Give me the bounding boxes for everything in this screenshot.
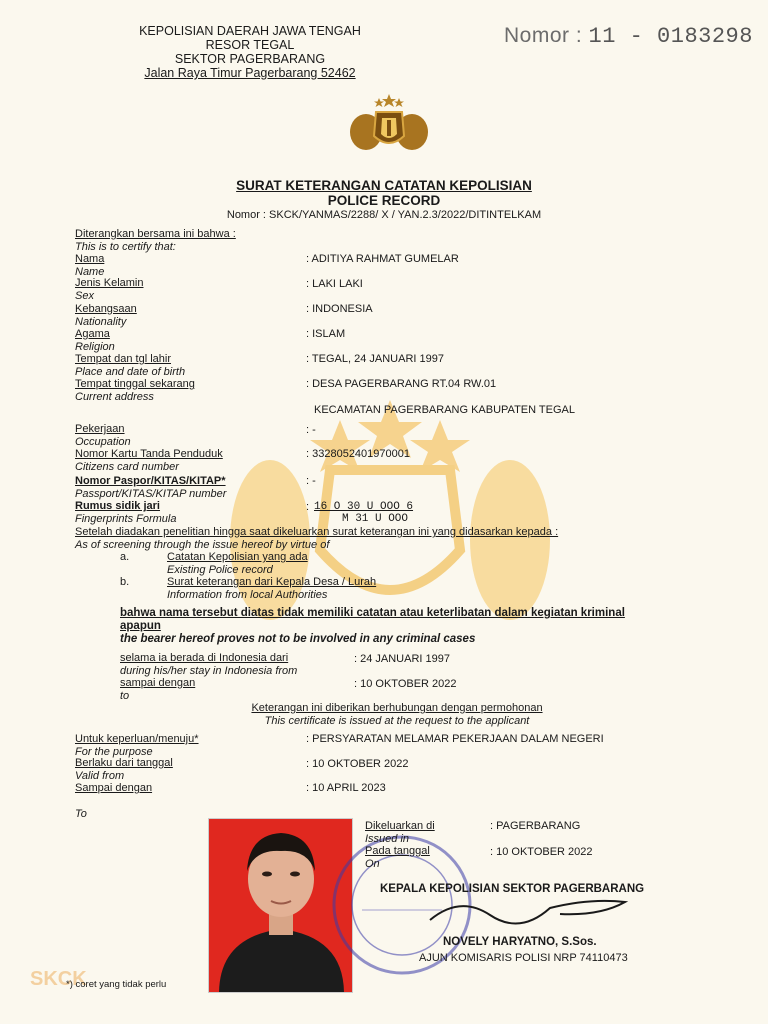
signatory-name: NOVELY HARYATNO, S.Sos.	[443, 936, 597, 948]
label-id: Pada tanggal	[365, 845, 430, 857]
field-passport-label	[75, 475, 226, 500]
screening-item-a-letter: a.	[120, 551, 130, 563]
stay-until-value: : 10 OKTOBER 2022	[354, 678, 457, 690]
footnote: *) coret yang tidak perlu	[66, 979, 167, 990]
issued-in-value: : PAGERBARANG	[490, 820, 581, 832]
label-id: Pekerjaan	[75, 423, 125, 435]
header-line-2: RESOR TEGAL	[205, 38, 295, 52]
issuing-office-header	[100, 24, 400, 80]
stay-from-value: : 24 JANUARI 1997	[354, 653, 450, 665]
field-occupation-value: : -	[306, 424, 316, 436]
item-en: Existing Police record	[167, 563, 273, 576]
label-id: Jenis Kelamin	[75, 277, 144, 289]
label-en: Valid from	[75, 769, 125, 782]
label-id: Tempat dan tgl lahir	[75, 353, 171, 365]
serial-number	[504, 24, 753, 49]
document-subtitle: POLICE RECORD	[327, 193, 441, 208]
statement-en: the bearer hereof proves not to be involved in any criminal cases	[120, 633, 476, 645]
serial-label: Nomor :	[504, 24, 583, 47]
field-address-line2: KECAMATAN PAGERBARANG KABUPATEN TEGAL	[314, 404, 576, 416]
request-id: Keterangan ini diberikan berhubungan dengan permohonan	[251, 702, 543, 714]
to-label: To	[75, 808, 87, 820]
label-id: Berlaku dari tanggal	[75, 757, 173, 769]
field-nationality-label	[75, 303, 137, 328]
signatory-rank: AJUN KOMISARIS POLISI NRP 74110473	[419, 952, 628, 964]
label-id: Sampai dengan	[75, 782, 153, 794]
screening-id: Setelah diadakan penelitian hingga saat dikeluarkan surat keterangan ini yang didasarkan kepada :	[75, 526, 559, 538]
field-name-label	[75, 253, 104, 278]
label-en: during his/her stay in Indonesia from	[120, 664, 298, 677]
field-occupation-label	[75, 423, 131, 448]
field-id-card-label	[75, 448, 223, 473]
label-en: For the purpose	[75, 745, 153, 758]
label-id: Tempat tinggal sekarang	[75, 378, 195, 390]
signature-image	[420, 890, 640, 930]
label-en: On	[365, 857, 380, 870]
field-fingerprint-colon: :	[306, 501, 310, 513]
stay-from-label	[120, 652, 297, 677]
purpose-label	[75, 733, 199, 758]
field-religion-value: : ISLAM	[306, 328, 346, 340]
fingerprint-formula-line1: 16 O 30 U OOO 6	[314, 501, 414, 513]
label-id: Agama	[75, 328, 110, 340]
fingerprint-formula-line2: M 31 U OOO	[342, 513, 409, 525]
label-en: Sex	[75, 289, 94, 302]
label-en: Passport/KITAS/KITAP number	[75, 487, 227, 500]
label-en: Current address	[75, 390, 154, 403]
valid-until-value: : 10 APRIL 2023	[306, 782, 386, 794]
screening-intro	[75, 526, 675, 551]
field-address-label	[75, 378, 195, 403]
label-en: Name	[75, 265, 105, 278]
label-en: Place and date of birth	[75, 365, 186, 378]
field-name-value: : ADITIYA RAHMAT GUMELAR	[306, 253, 459, 265]
item-en: Information from local Authorities	[167, 588, 328, 601]
field-passport-value: : -	[306, 475, 316, 487]
field-birth-value: : TEGAL, 24 JANUARI 1997	[306, 353, 444, 365]
header-line-1: KEPOLISIAN DAERAH JAWA TENGAH	[139, 24, 361, 38]
statement-line2: apapun	[120, 620, 161, 632]
item-id: Catatan Kepolisian yang ada	[167, 551, 308, 563]
certify-intro	[75, 228, 236, 253]
issued-on-value: : 10 OKTOBER 2022	[490, 846, 593, 858]
label-id: Dikeluarkan di	[365, 820, 435, 832]
certify-intro-en: This is to certify that:	[75, 240, 176, 253]
document-title: SURAT KETERANGAN CATATAN KEPOLISIAN	[236, 178, 532, 193]
label-id: Untuk keperluan/menuju*	[75, 733, 199, 745]
valid-from-label	[75, 757, 173, 782]
field-fingerprint-label	[75, 500, 176, 525]
field-id-card-value: : 3328052401970001	[306, 448, 410, 460]
request-en: This certificate is issued at the request to the applicant	[264, 715, 530, 727]
label-en: Nationality	[75, 315, 127, 328]
screening-item-a	[167, 551, 308, 576]
label-en: Occupation	[75, 435, 131, 448]
issued-on-label	[365, 845, 430, 870]
header-address: Jalan Raya Timur Pagerbarang 52462	[144, 66, 356, 80]
document-number: Nomor : SKCK/YANMAS/2288/ X / YAN.2.3/2022/DITINTELKAM	[226, 209, 542, 221]
screening-en: As of screening through the issue hereof by virtue of	[75, 538, 330, 551]
certify-intro-id: Diterangkan bersama ini bahwa :	[75, 228, 236, 240]
label-id: Kebangsaan	[75, 303, 137, 315]
screening-item-b-letter: b.	[120, 576, 130, 588]
field-address-value: : DESA PAGERBARANG RT.04 RW.01	[306, 378, 497, 390]
field-birth-label	[75, 353, 185, 378]
label-id: Nama	[75, 253, 105, 265]
statement-line1: bahwa nama tersebut diatas tidak memiliki catatan atau keterlibatan dalam kegiatan kriminal	[120, 607, 625, 619]
issued-in-label	[365, 820, 435, 845]
valid-from-value: : 10 OKTOBER 2022	[306, 758, 409, 770]
label-en: Fingerprints Formula	[75, 512, 177, 525]
label-id: selama ia berada di Indonesia dari	[120, 652, 289, 664]
label-id: Rumus sidik jari	[75, 500, 160, 512]
field-sex-label	[75, 277, 143, 302]
label-id: sampai dengan	[120, 677, 196, 689]
purpose-value: : PERSYARATAN MELAMAR PEKERJAAN DALAM NEGERI	[306, 733, 604, 745]
label-en: to	[120, 689, 130, 702]
label-id: Nomor Kartu Tanda Penduduk	[75, 448, 223, 460]
label-en: Religion	[75, 340, 115, 353]
signatory-title: KEPALA KEPOLISIAN SEKTOR PAGERBARANG	[380, 883, 645, 895]
police-emblem-logo	[346, 92, 432, 154]
label-en: Issued in	[365, 832, 410, 845]
label-en: Citizens card number	[75, 460, 179, 473]
valid-until-label	[75, 782, 152, 795]
field-sex-value: : LAKI LAKI	[306, 278, 363, 290]
field-nationality-value: : INDONESIA	[306, 303, 373, 315]
header-line-3: SEKTOR PAGERBARANG	[174, 52, 326, 66]
skck-watermark-logo: SKCK	[30, 968, 87, 990]
label-id: Nomor Paspor/KITAS/KITAP*	[75, 475, 226, 487]
serial-value: 11 - 0183298	[588, 24, 753, 49]
stay-until-label	[120, 677, 195, 702]
item-id: Surat keterangan dari Kepala Desa / Lurah	[167, 576, 377, 588]
field-religion-label	[75, 328, 115, 353]
screening-item-b	[167, 576, 376, 601]
